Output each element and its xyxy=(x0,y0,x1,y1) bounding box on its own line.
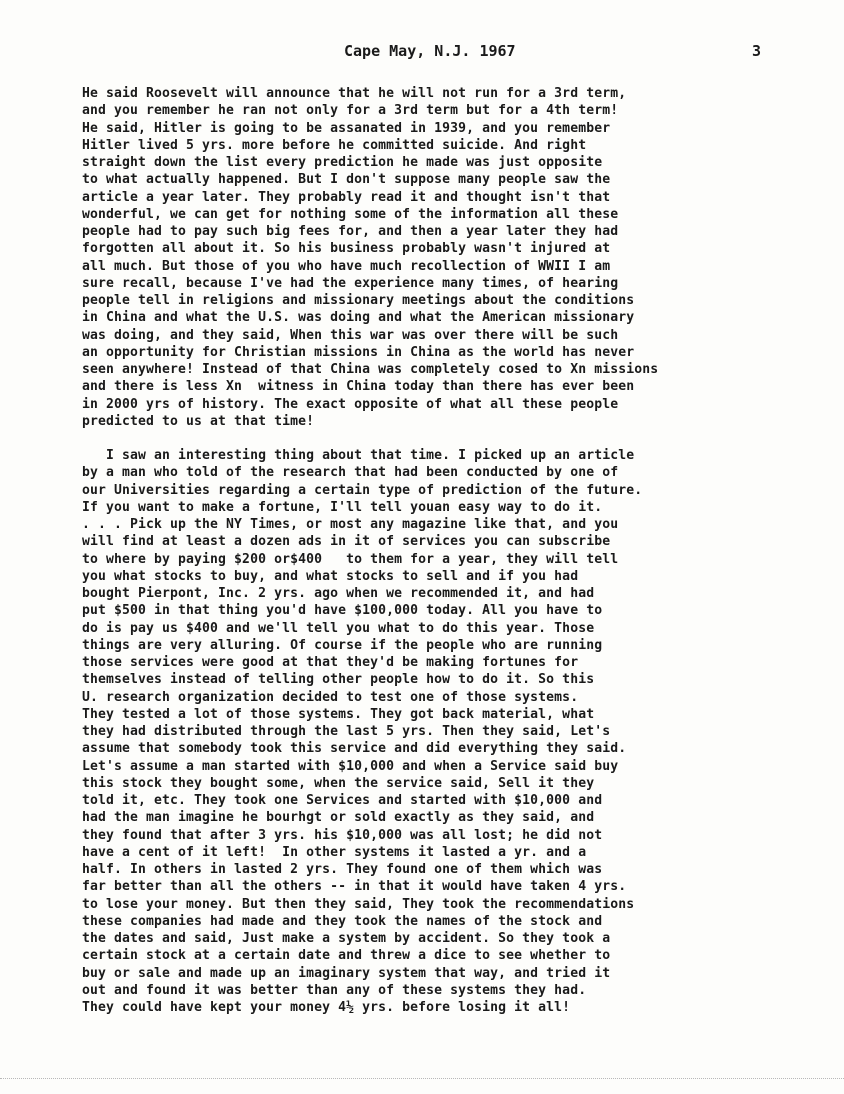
text-line: themselves instead of telling other people how to do it. So this xyxy=(82,672,595,688)
text-line: article a year later. They probably read it and thought isn't that xyxy=(82,189,611,205)
text-line: certain stock at a certain date and threw a dice to see whether to xyxy=(82,948,611,964)
text-line: . . . Pick up the NY Times, or most any magazine like that, and you xyxy=(82,517,619,532)
text-line: half. In others in lasted 2 yrs. They found one of them which was xyxy=(82,862,603,877)
text-line: to where by paying $200 or$400 to them for a year, they will tell xyxy=(82,551,619,567)
text-line: people tell in religions and missionary meetings about the conditions xyxy=(82,293,635,308)
text-line: was doing, and they said, When this war was over there will be such xyxy=(82,327,619,343)
text-line: assume that somebody took this service and did everything they said. xyxy=(82,741,627,757)
text-line: an opportunity for Christian missions in China as the world has never xyxy=(82,344,635,360)
text-line: He said Roosevelt will announce that he will not run for a 3rd term, xyxy=(82,86,627,101)
text-line: told it, etc. They took one Services and started with $10,000 and xyxy=(82,793,603,808)
text-line: bought Pierpont, Inc. 2 yrs. ago when we recommended it, and had xyxy=(82,586,595,601)
text-line: do is pay us $400 and we'll tell you what to do this year. Those xyxy=(82,620,595,636)
text-line: and there is less Xn witness in China today than there has ever been xyxy=(82,379,635,395)
text-line: to lose your money. But then they said, They took the recommendations xyxy=(82,896,635,912)
page-header xyxy=(0,42,844,64)
text-line: straight down the list every prediction he made was just opposite xyxy=(82,155,603,170)
text-line: the dates and said, Just make a system by accident. So they took a xyxy=(82,931,611,946)
text-line: these companies had made and they took the names of the stock and xyxy=(82,913,603,929)
text-line: will find at least a dozen ads in it of services you can subscribe xyxy=(82,534,611,550)
text-line: predicted to us at that time! xyxy=(82,413,315,429)
paragraph xyxy=(82,85,832,430)
text-line: all much. But those of you who have much recollection of WWII I am xyxy=(82,258,611,274)
text-line: they had distributed through the last 5 yrs. Then they said, Let's xyxy=(82,724,611,739)
text-line: those services were good at that they'd be making fortunes for xyxy=(82,655,579,670)
text-line: they found that after 3 yrs. his $10,000 was all lost; he did not xyxy=(82,827,603,843)
page-title: Cape May, N.J. 1967 xyxy=(344,42,516,60)
text-line: put $500 in that thing you'd have $100,000 today. All you have to xyxy=(82,603,603,619)
text-line: If you want to make a fortune, I'll tell youan easy way to do it. xyxy=(82,499,603,515)
text-line: seen anywhere! Instead of that China was completely cosed to Xn missions xyxy=(82,362,659,377)
text-line: I saw an interesting thing about that time. I picked up an article xyxy=(82,448,635,463)
text-line: sure recall, because I've had the experience many times, of hearing xyxy=(82,275,619,291)
body-text xyxy=(82,85,832,1016)
text-line: Let's assume a man started with $10,000 and when a Service said buy xyxy=(82,758,619,774)
text-line: had the man imagine he bourhgt or sold exactly as they said, and xyxy=(82,810,595,826)
text-line: in China and what the U.S. was doing and what the American missionary xyxy=(82,310,635,326)
text-line: wonderful, we can get for nothing some of the information all these xyxy=(82,206,619,222)
text-line: He said, Hitler is going to be assanated in 1939, and you remember xyxy=(82,120,611,136)
page-bottom-edge xyxy=(0,1078,844,1080)
paragraph xyxy=(82,447,832,1016)
text-line: in 2000 yrs of history. The exact opposite of what all these people xyxy=(82,396,619,412)
text-line: have a cent of it left! In other systems it lasted a yr. and a xyxy=(82,844,587,860)
text-line: out and found it was better than any of these systems they had. xyxy=(82,982,587,998)
text-line: and you remember he ran not only for a 3rd term but for a 4th term! xyxy=(82,103,619,119)
page-number: 3 xyxy=(752,42,762,60)
text-line: Hitler lived 5 yrs. more before he committed suicide. And right xyxy=(82,137,587,153)
text-line: forgotten all about it. So his business probably wasn't injured at xyxy=(82,241,611,257)
text-line: U. research organization decided to test one of those systems. xyxy=(82,689,579,705)
text-line: you what stocks to buy, and what stocks to sell and if you had xyxy=(82,568,579,584)
text-line: people had to pay such big fees for, and then a year later they had xyxy=(82,224,619,239)
text-line: by a man who told of the research that had been conducted by one of xyxy=(82,465,619,481)
text-line: things are very alluring. Of course if the people who are running xyxy=(82,637,603,653)
text-line: They could have kept your money 4½ yrs. before losing it all! xyxy=(82,1000,571,1015)
text-line: this stock they bought some, when the service said, Sell it they xyxy=(82,775,595,791)
text-line: to what actually happened. But I don't suppose many people saw the xyxy=(82,172,611,188)
text-line: They tested a lot of those systems. They got back material, what xyxy=(82,706,595,722)
text-line: our Universities regarding a certain type of prediction of the future. xyxy=(82,482,643,498)
text-line: buy or sale and made up an imaginary system that way, and tried it xyxy=(82,965,611,981)
text-line: far better than all the others -- in that it would have taken 4 yrs. xyxy=(82,879,627,895)
